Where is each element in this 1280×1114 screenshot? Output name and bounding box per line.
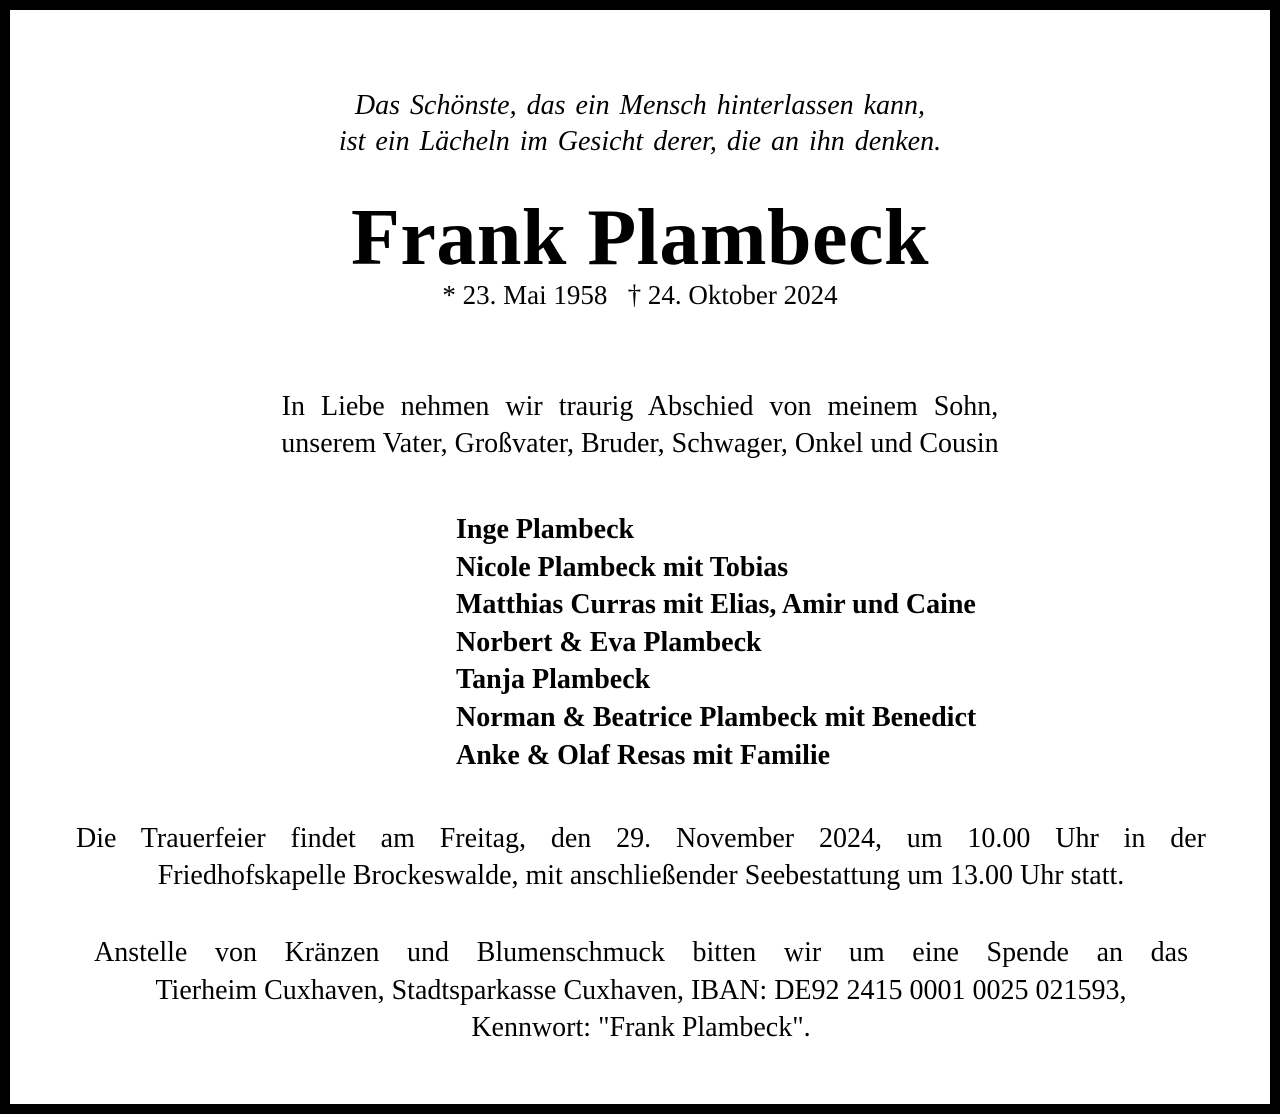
donation-line-2: Tierheim Cuxhaven, Stadtsparkasse Cuxhaven, IBAN: DE92 2415 0001 0025 021593, [155, 974, 1127, 1006]
mourner-item: Inge Plambeck [456, 514, 635, 545]
donation-request [76, 934, 1206, 1047]
quote-line-1: Das Schönste, das ein Mensch hinterlassen kann, [354, 90, 926, 121]
memorial-quote [10, 88, 1270, 160]
donation-line-1: Anstelle von Kränzen und Blumenschmuck bitten wir um eine Spende an das [94, 937, 1188, 968]
obituary-notice [10, 10, 1270, 1104]
mourner-item: Matthias Curras mit Elias, Amir und Caine [456, 589, 976, 621]
farewell-line-2: unserem Vater, Großvater, Bruder, Schwager, Onkel und Cousin [281, 428, 999, 459]
funeral-ceremony-info [76, 820, 1206, 894]
mourner-item: Nicole Plambeck mit Tobias [456, 551, 789, 583]
mourner-item: Tanja Plambeck [456, 664, 651, 696]
mourner-item: Norbert & Eva Plambeck [456, 626, 762, 658]
ceremony-line-1: Die Trauerfeier findet am Freitag, den 29. November 2024, um 10.00 Uhr in der [76, 823, 1206, 854]
ceremony-line-2: Friedhofskapelle Brockeswalde, mit anschließender Seebestattung um 13.00 Uhr statt. [157, 860, 1125, 891]
quote-line-2: ist ein Lächeln im Gesicht derer, die an ihn denken. [338, 126, 942, 157]
farewell-line-1: In Liebe nehmen wir traurig Abschied von meinem Sohn, [281, 391, 999, 422]
life-dates: * 23. Mai 1958 † 24. Oktober 2024 [442, 280, 838, 310]
mourner-item: Norman & Beatrice Plambeck mit Benedict [456, 701, 977, 733]
mourners-list [456, 511, 976, 774]
deceased-name: Frank Plambeck [350, 194, 930, 282]
farewell-text [10, 388, 1270, 462]
donation-line-3: Kennwort: "Frank Plambeck". [471, 1012, 811, 1043]
mourner-item: Anke & Olaf Resas mit Familie [456, 739, 831, 771]
